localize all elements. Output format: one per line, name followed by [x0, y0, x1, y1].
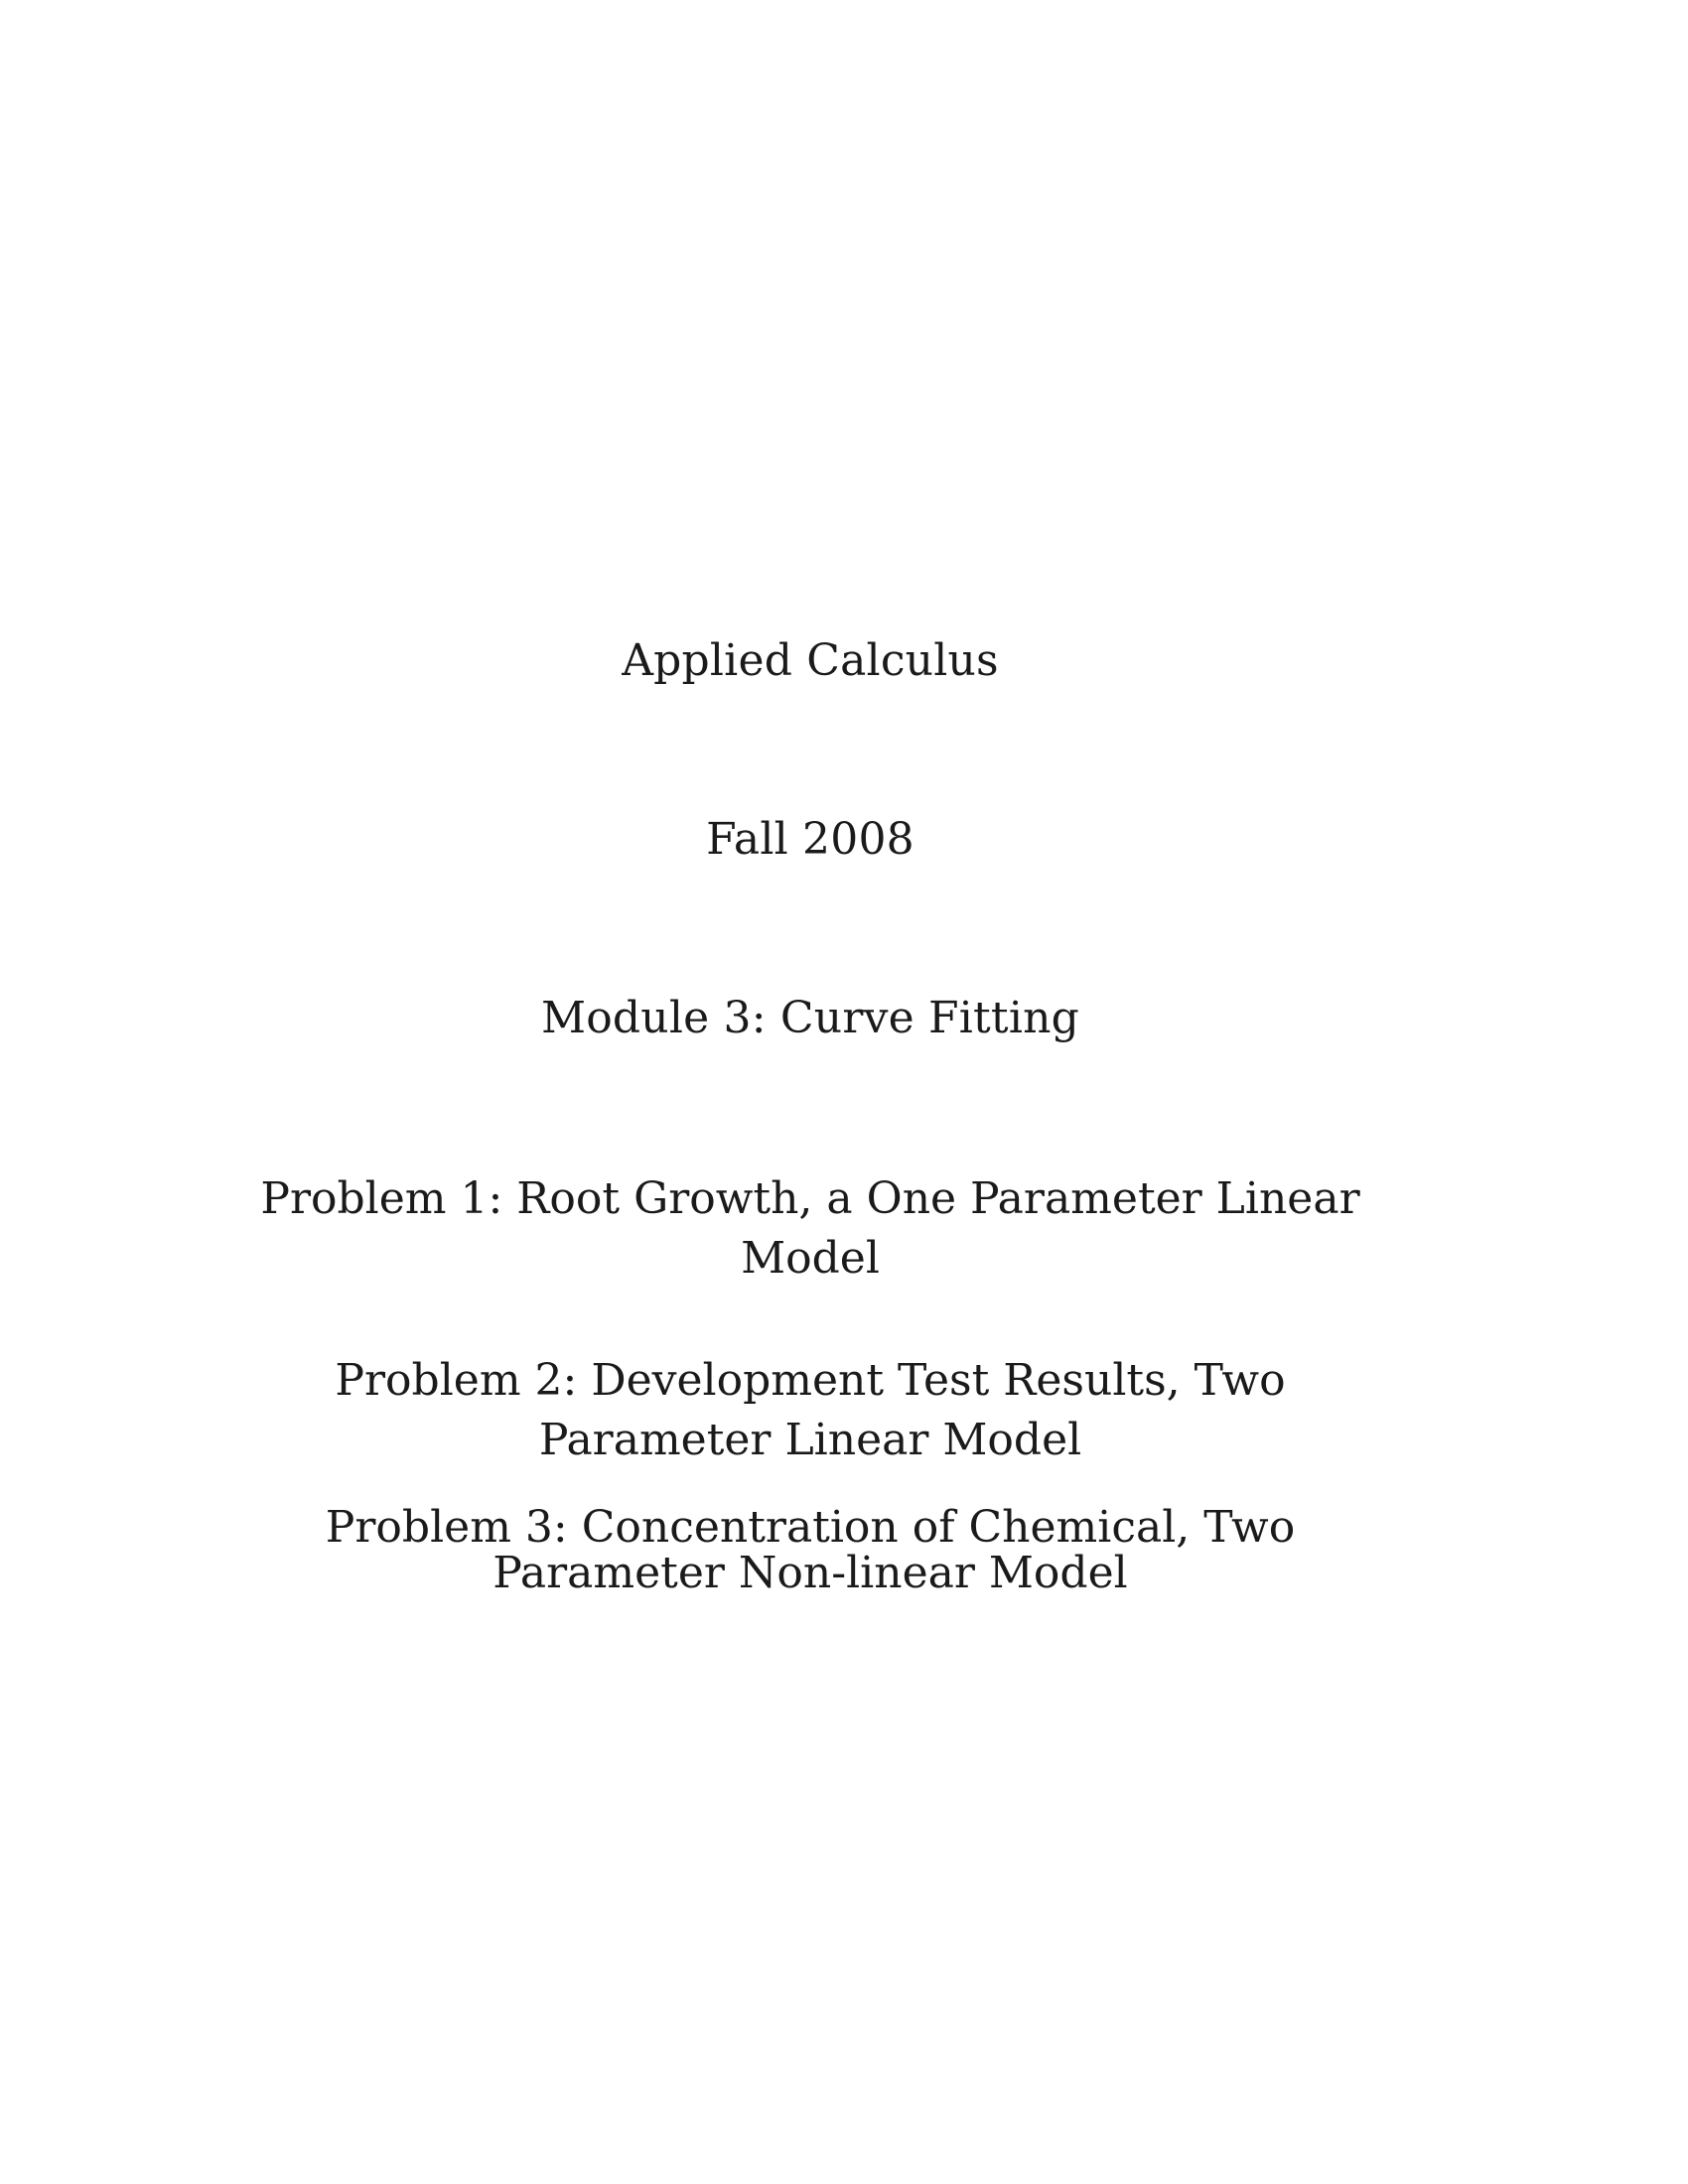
- problem-1-line-1: Problem 1: Root Growth, a One Parameter Linear: [260, 1173, 1360, 1224]
- problem-3-line-1: Problem 3: Concentration of Chemical, Two: [325, 1502, 1296, 1553]
- problem-3: [0, 1502, 1620, 1598]
- problem-1-line-2: Model: [741, 1233, 880, 1284]
- problem-2: [0, 1351, 1620, 1470]
- problem-1: [0, 1169, 1620, 1289]
- problem-2-line-1: Problem 2: Development Test Results, Two: [335, 1355, 1286, 1406]
- term-label: Fall 2008: [706, 814, 914, 865]
- course-title: Applied Calculus: [622, 635, 999, 686]
- problem-2-line-2: Parameter Linear Model: [538, 1415, 1082, 1465]
- module-title: Module 3: Curve Fitting: [540, 993, 1079, 1043]
- problem-3-line-2: Parameter Non-linear Model: [492, 1548, 1128, 1598]
